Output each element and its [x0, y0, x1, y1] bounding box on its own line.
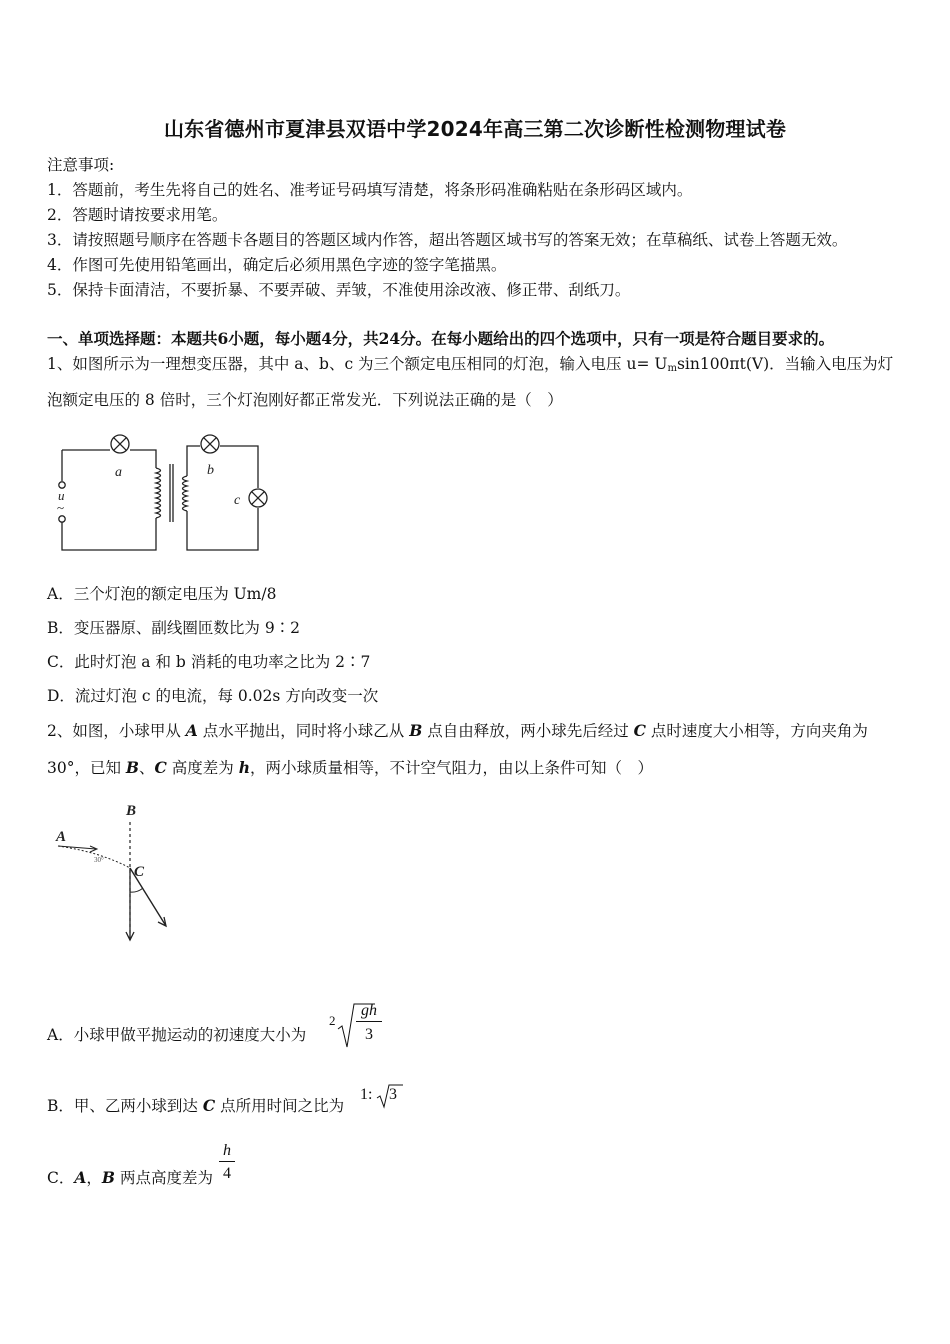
q1-stem-line2: 泡额定电压的 8 倍时，三个灯泡刚好都正常发光．下列说法正确的是（ ） — [47, 391, 563, 409]
label-ac-tilde: ~ — [57, 500, 65, 515]
projectile-figure — [50, 800, 175, 945]
page-title: 山东省德州市夏津县双语中学2024年高三第二次诊断性检测物理试卷 — [163, 117, 787, 141]
q1-stem-line1 — [47, 352, 893, 374]
label-b: b — [207, 463, 214, 478]
q2-point-c: C — [202, 1096, 216, 1115]
q2-option-b-text-b: 点所用时间之比为 — [215, 1097, 345, 1115]
section-heading: 一、单项选择题：本题共6小题，每小题4分，共24分。在每小题给出的四个选项中，只有一项是符合题目要求的。 — [47, 329, 835, 348]
option-b-ratio: 1: — [360, 1086, 373, 1103]
q2-point-b: B — [101, 1168, 116, 1187]
q1-stem-text-b: sin100πt(V)．当输入电压为灯 — [676, 355, 894, 373]
notice-item-5: 5．保持卡面清洁，不要折暴、不要弄破、弄皱，不准使用涂改液、修正带、刮纸刀。 — [47, 281, 631, 299]
q2-option-c-text-b: 两点高度差为 — [115, 1169, 213, 1187]
q2-text: 30°，已知 — [47, 759, 126, 777]
q2-point-c: C — [154, 758, 167, 777]
notice-heading: 注意事项: — [47, 156, 115, 174]
label-c: c — [234, 493, 241, 508]
notice-item-3: 3．请按照题号顺序在答题卡各题目的答题区域内作答，超出答题区域书写的答案无效；在草稿纸、试卷上答题无效。 — [47, 231, 848, 249]
label-C: C — [134, 864, 145, 880]
q2-point-b: B — [409, 721, 423, 740]
q2-text: 点水平抛出，同时将小球乙从 — [197, 722, 410, 740]
label-A: A — [56, 829, 67, 845]
secondary-coil — [183, 476, 188, 511]
q2-text: 高度差为 — [166, 759, 239, 777]
transformer-core — [170, 464, 173, 522]
secondary-top-wire-right — [220, 446, 258, 488]
label-B: B — [126, 803, 137, 819]
q1-stem-subscript: m — [667, 363, 677, 374]
notice-item-2: 2．答题时请按要求用笔。 — [47, 206, 228, 224]
q2-text: 点自由释放，两小球先后经过 — [422, 722, 634, 740]
q2-text: 、 — [139, 759, 155, 777]
q2-text: 2、如图，小球甲从 — [47, 722, 186, 740]
q2-option-c-text — [47, 1166, 213, 1188]
secondary-top-wire-left — [187, 446, 200, 476]
option-a-numerator: gh — [356, 1001, 382, 1022]
option-c-numerator: h — [219, 1140, 235, 1162]
primary-bottom-wire — [62, 518, 156, 550]
q2-option-c-comma: ， — [86, 1169, 102, 1187]
secondary-bottom-wire — [187, 508, 258, 550]
label-30-degrees: 30° — [94, 856, 104, 864]
input-terminal-bottom — [59, 516, 65, 522]
transformer-circuit-figure — [52, 428, 274, 556]
q1-option-c: C．此时灯泡 a 和 b 消耗的电功率之比为 2∶7 — [47, 653, 371, 671]
option-c-denominator: 4 — [223, 1165, 231, 1182]
q2-text: 点时速度大小相等，方向夹角为 — [646, 722, 868, 740]
primary-top-wire-right — [130, 450, 156, 468]
option-a-coefficient: 2 — [329, 1013, 336, 1028]
q2-stem-line2 — [47, 756, 653, 778]
q2-option-a-text: A．小球甲做平抛运动的初速度大小为 — [47, 1026, 307, 1044]
q2-text: ，两小球质量相等，不计空气阻力，由以上条件可知（ ） — [250, 759, 654, 777]
q1-option-d: D．流过灯泡 c 的电流，每 0.02s 方向改变一次 — [47, 687, 379, 705]
label-a: a — [115, 465, 122, 480]
q2-height-h: h — [238, 758, 251, 777]
q2-point-c: C — [633, 721, 646, 740]
q1-stem-text-a: 1、如图所示为一理想变压器，其中 a、b、c 为三个额定电压相同的灯泡，输入电压 u= U — [47, 355, 668, 373]
q1-option-a: A．三个灯泡的额定电压为 Um/8 — [47, 585, 277, 603]
option-b-radicand: 3 — [389, 1086, 397, 1103]
notice-item-1: 1．答题前，考生先将自己的姓名、准考证号码填写清楚，将条形码准确粘贴在条形码区域内。 — [47, 181, 693, 199]
label-u: u — [58, 488, 65, 503]
q2-option-b-text — [47, 1094, 344, 1116]
q1-option-b: B．变压器原、副线圈匝数比为 9∶2 — [47, 619, 301, 637]
q2-point-a: A — [185, 721, 198, 740]
q2-stem-line1 — [47, 719, 868, 741]
q2-option-c-text-a: C． — [47, 1169, 75, 1187]
option-a-denominator: 3 — [365, 1026, 373, 1043]
q2-option-b-text-a: B．甲、乙两小球到达 — [47, 1097, 203, 1115]
notice-item-4: 4．作图可先使用铅笔画出，确定后必须用黑色字迹的签字笔描黑。 — [47, 256, 507, 274]
q2-point-b: B — [125, 758, 140, 777]
angle-arc — [130, 888, 143, 892]
q2-point-a: A — [74, 1168, 87, 1187]
primary-coil — [156, 468, 161, 518]
